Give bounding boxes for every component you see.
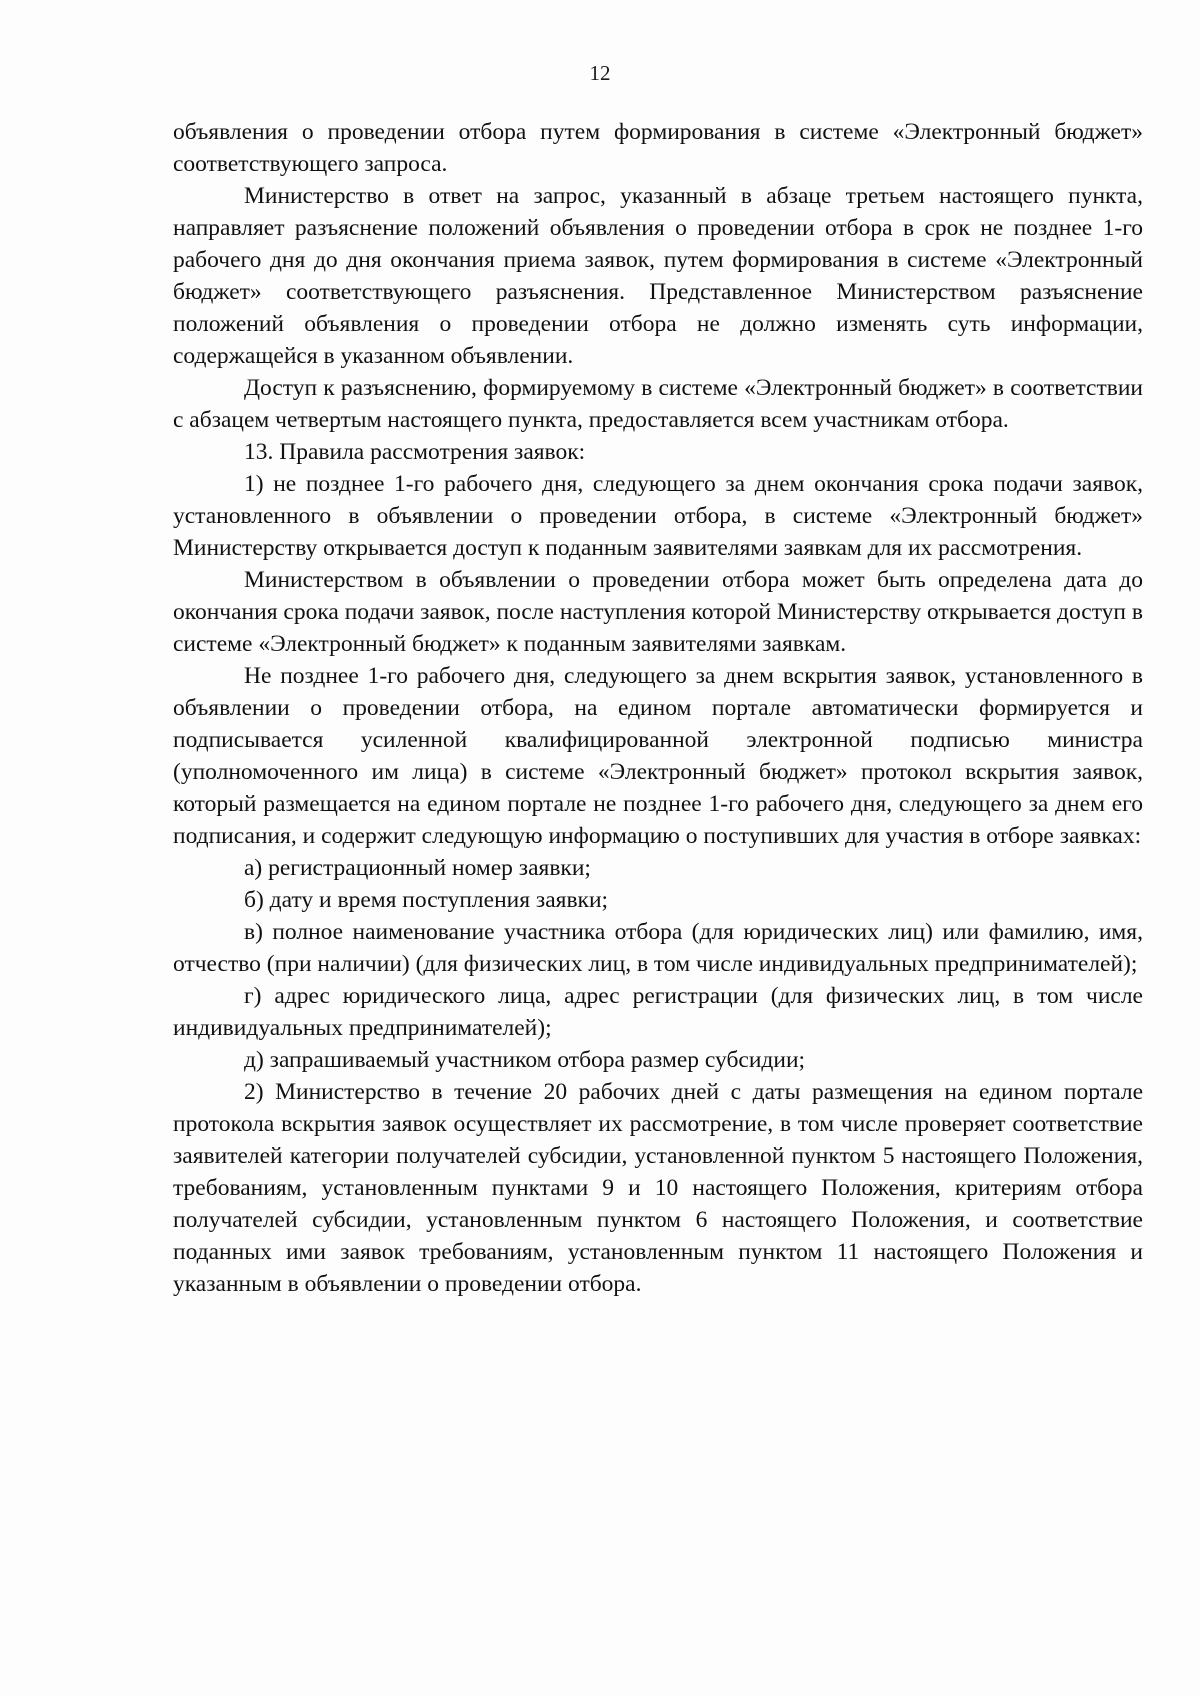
page-number: 12 — [589, 61, 611, 85]
section-heading-13: 13. Правила рассмотрения заявок: — [244, 439, 586, 465]
list-item-v: в) полное наименование участника отбора (для юридических лиц) или фамилию, имя, отчество (при наличии) (для физических лиц, в том числе индивидуальных предпринимателей); — [173, 919, 1143, 977]
paragraph-continuation: объявления о проведении отбора путем формирования в системе «Электронный бюджет» соответствующего запроса. — [173, 119, 1143, 177]
paragraph-clarification: Министерство в ответ на запрос, указанный в абзаце третьем настоящего пункта, направляет разъяснение положений объявления о проведении отбора в срок не позднее 1-го рабочего дня до дня окончания приема заявок, путем формирования в системе «Электронный бюджет» соответствующего разъяснения. Представленное Министерством разъяснение положений объявления о проведении отбора не должно изменять суть информации, содержащейся в указанном объявлении. — [173, 183, 1143, 369]
list-item-1: 1) не позднее 1-го рабочего дня, следующего за днем окончания срока подачи заявок, установленного в объявлении о проведении отбора, в системе «Электронный бюджет» Министерству открывается доступ к поданным заявителями заявкам для их рассмотрения. — [173, 471, 1143, 561]
list-item-g: г) адрес юридического лица, адрес регистрации (для физических лиц, в том числе индивидуальных предпринимателей); — [173, 983, 1143, 1041]
paragraph-protocol: Не позднее 1-го рабочего дня, следующего за днем вскрытия заявок, установленного в объявлении о проведении отбора, на едином портале автоматически формируется и подписывается усиленной квалифицированной электронной подписью министра (уполномоченного им лица) в системе «Электронный бюджет» протокол вскрытия заявок, который размещается на едином портале не позднее 1-го рабочего дня, следующего за днем его подписания, и содержит следующую информацию о поступивших для участия в отборе заявках: — [173, 663, 1143, 849]
list-item-d: д) запрашиваемый участником отбора размер субсидии; — [244, 1047, 806, 1073]
list-item-a: а) регистрационный номер заявки; — [244, 855, 591, 881]
paragraph-access: Доступ к разъяснению, формируемому в системе «Электронный бюджет» в соответствии с абзацем четвертым настоящего пункта, предоставляется всем участникам отбора. — [173, 375, 1143, 433]
list-item-2: 2) Министерство в течение 20 рабочих дней с даты размещения на едином портале протокола вскрытия заявок осуществляет их рассмотрение, в том числе проверяет соответствие заявителей категории получателей субсидии, установленной пунктом 5 настоящего Положения, требованиям, установленным пунктами 9 и 10 настоящего Положения, критериям отбора получателей субсидии, установленным пунктом 6 настоящего Положения, и соответствие поданных ими заявок требованиям, установленным пунктом 11 настоящего Положения и указанным в объявлении о проведении отбора. — [173, 1079, 1143, 1297]
list-item-b: б) дату и время поступления заявки; — [244, 887, 609, 913]
document-body — [173, 116, 1143, 1300]
paragraph-access-date: Министерством в объявлении о проведении отбора может быть определена дата до окончания срока подачи заявок, после наступления которой Министерству открывается доступ в системе «Электронный бюджет» к поданным заявителями заявкам. — [173, 567, 1143, 657]
